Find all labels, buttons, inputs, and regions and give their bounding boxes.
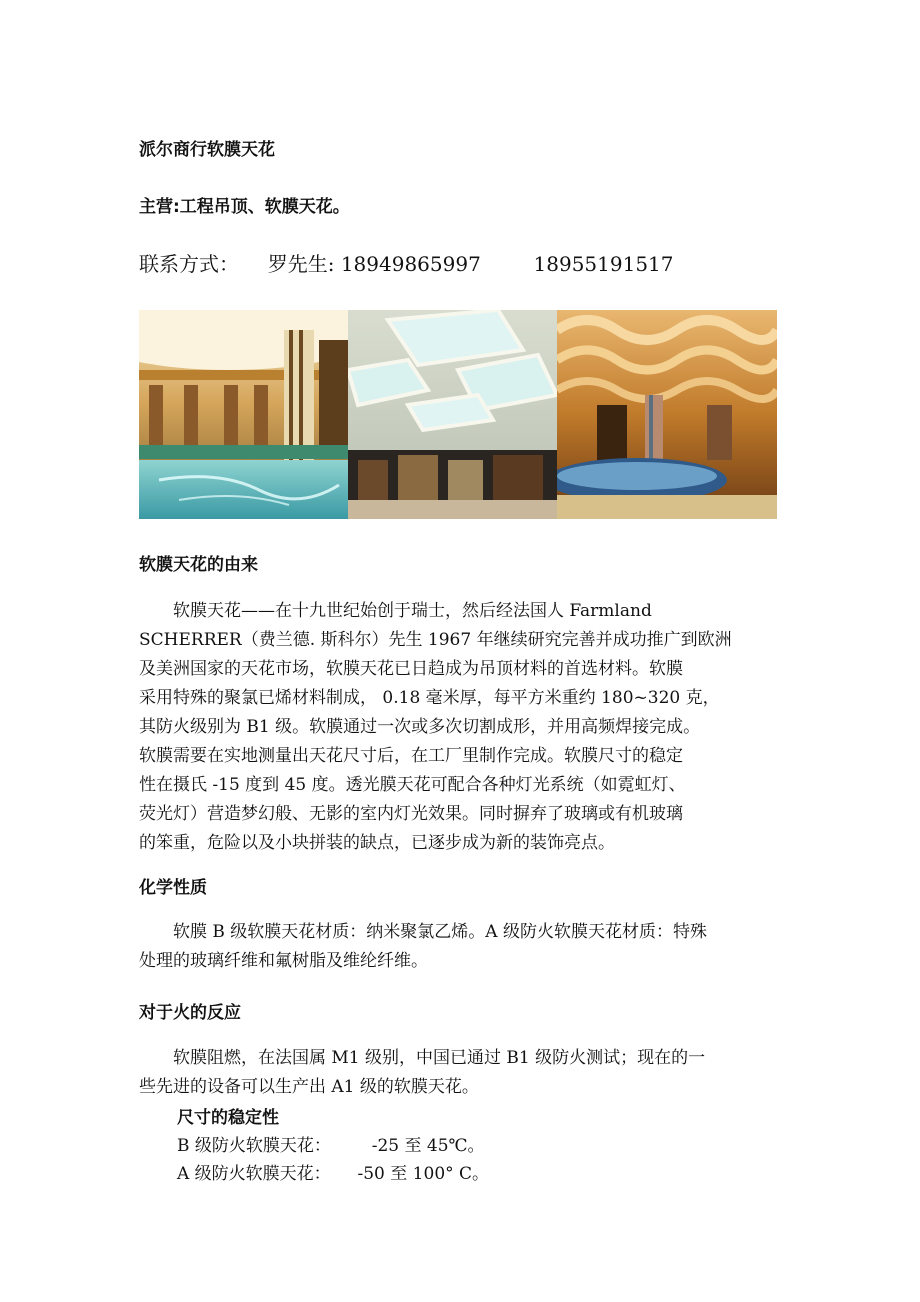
paragraph-line: 软膜需要在实地测量出天花尺寸后，在工厂里制作完成。软膜尺寸的稳定	[139, 746, 683, 766]
paragraph-line: 软膜阻燃，在法国属 M1 级别，中国已通过 B1 级防火测试；现在的一	[139, 1048, 706, 1068]
indoor-pool-photo	[139, 310, 348, 519]
contact-line	[139, 248, 674, 277]
photo-strip	[139, 310, 777, 519]
stability-a-row	[177, 1159, 489, 1184]
paragraph-line: 采用特殊的聚氯已烯材料制成， 0.18 毫米厚，每平方米重约 180~320 克，	[139, 688, 720, 708]
contact-person: 罗先生:	[267, 252, 335, 276]
section-body-fire	[139, 1044, 789, 1102]
section-heading-fire: 对于火的反应	[139, 1003, 241, 1023]
paragraph-line: 些先进的设备可以生产出 A1 级的软膜天花。	[139, 1077, 479, 1097]
section-heading-origin: 软膜天花的由来	[139, 555, 258, 575]
section-heading-stability: 尺寸的稳定性	[177, 1108, 279, 1128]
stability-b-value: -25 至 45℃。	[371, 1136, 485, 1156]
paragraph-line: 荧光灯）营造梦幻般、无影的室内灯光效果。同时摒弃了玻璃或有机玻璃	[139, 804, 683, 824]
paragraph-line: 软膜 B 级软膜天花材质：纳米聚氯乙烯。A 级防火软膜天花材质：特殊	[139, 922, 707, 942]
paragraph-line: 软膜天花——在十九世纪始创于瑞士，然后经法国人 Farmland	[139, 601, 652, 621]
stability-b-row	[177, 1131, 485, 1156]
paragraph-line: SCHERRER（费兰德. 斯科尔）先生 1967 年继续研究完善并成功推广到欧洲	[139, 630, 732, 650]
section-body-chemistry	[139, 918, 789, 976]
paragraph-line: 的笨重，危险以及小块拼装的缺点，已逐步成为新的装饰亮点。	[139, 833, 615, 853]
stability-a-label: A 级防火软膜天花：	[177, 1164, 331, 1184]
paragraph-line: 性在摄氏 -15 度到 45 度。透光膜天花可配合各种灯光系统（如霓虹灯、	[139, 775, 686, 795]
section-heading-chemistry: 化学性质	[139, 878, 207, 898]
paragraph-line: 其防火级别为 B1 级。软膜通过一次或多次切割成形，并用高频焊接完成。	[139, 717, 701, 737]
page-title: 派尔商行软膜天花	[139, 140, 275, 160]
contact-phone-1: 18949865997	[340, 252, 481, 276]
stability-a-value: -50 至 100° C。	[357, 1164, 490, 1184]
contact-label: 联系方式：	[139, 252, 239, 276]
wave-ceiling-pool-photo	[557, 310, 777, 519]
paragraph-line: 及美洲国家的天花市场，软膜天花已日趋成为吊顶材料的首选材料。软膜	[139, 659, 683, 679]
light-ceiling-mall-photo	[348, 310, 557, 519]
stability-b-label: B 级防火软膜天花：	[177, 1136, 331, 1156]
main-business: 主营:工程吊顶、软膜天花。	[139, 197, 350, 217]
contact-phone-2: 18955191517	[533, 252, 674, 276]
section-body-origin	[139, 597, 789, 858]
paragraph-line: 处理的玻璃纤维和氟树脂及维纶纤维。	[139, 951, 428, 971]
